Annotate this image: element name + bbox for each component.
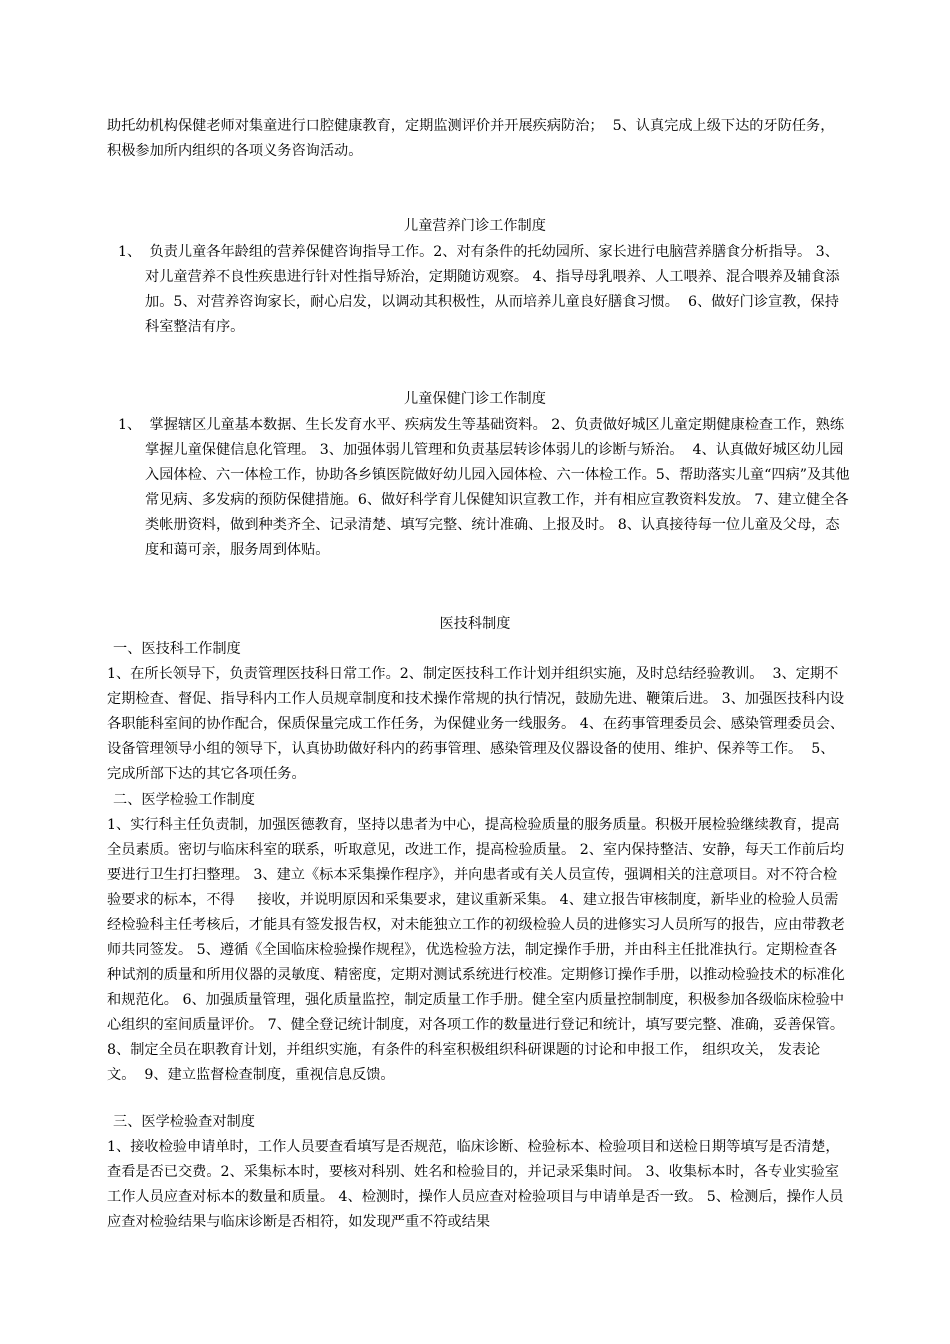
- lab-section-heading: 二、医学检验工作制度: [113, 792, 255, 808]
- nutrition-clinic-item: [118, 240, 853, 340]
- list-number: 1、: [118, 417, 142, 433]
- intro-paragraph: 助托幼机构保健老师对集童进行口腔健康教育，定期监测评价并开展疾病防治； 5、认真完成上级下达的牙防任务，积极参加所内组织的各项义务咨询活动。: [107, 118, 835, 159]
- healthcare-clinic-text: 掌握辖区儿童基本数据、生长发育水平、疾病发生等基础资料。 2、负责做好城区儿童定期健康检查工作，熟练掌握儿童保健信息化管理。 3、加强体弱儿管理和负责基层转诊体弱儿的诊断与矫治。 4、认真做好城区幼儿园入园体检、六一体检工作，协助各乡镇医院做好幼儿园入园体检、六一体检工作。5、帮助落实儿童“四病”及其他常见病、多发病的预防保健措施。6、做好科学育儿保健知识宣教工作，并有相应宣教资料发放。 7、建立健全各类帐册资料，做到种类齐全、记录清楚、填写完整、统计准确、上报及时。 8、认真接待每一位儿童及父母，态度和蔼可亲，服务周到体贴。: [145, 417, 850, 558]
- lab-section-text: 1、实行科主任负责制，加强医德教育，坚持以患者为中心，提高检验质量的服务质量。积极开展检验继续教育，提高全员素质。密切与临床科室的联系，听取意见，改进工作，提高检验质量。 2、室内保持整洁、安静，每天工作前后均要进行卫生打扫整理。 3、建立《标本采集操作程序》，并向患者或有关人员宣传，强调相关的注意项目。对不符合检验要求的标本，不得 接收，并说明原因和采集要求，建议重新采集。 4、建立报告审核制度，新毕业的检验人员需经检验科主任考核后，才能具有签发报告权，对未能独立工作的初级检验人员的进修实习人员所写的报告，应由带教老师共同签发。 5、遵循《全国临床检验操作规程》，优选检验方法，制定操作手册，并由科主任批准执行。定期检查各种试剂的质量和所用仪器的灵敏度、精密度，定期对测试系统进行校准。定期修订操作手册，以推动检验技术的标准化和规范化。 6、加强质量管理，强化质量监控，制定质量工作手册。健全室内质量控制制度，积极参加各级临床检验中心组织的室间质量评价。 7、健全登记统计制度，对各项工作的数量进行登记和统计，填写要完整、准确，妥善保管。 8、制定全员在职教育计划，并组织实施，有条件的科室积极组织科研课题的讨论和申报工作， 组织攻关， 发表论文。 9、建立监督检查制度，重视信息反馈。: [107, 817, 849, 1083]
- lab-check-heading: 三、医学检验查对制度: [113, 1114, 255, 1130]
- healthcare-clinic-title: 儿童保健门诊工作制度: [404, 391, 546, 407]
- list-number: 1、: [118, 244, 142, 260]
- lab-check-text: 1、接收检验申请单时，工作人员要查看填写是否规范，临床诊断、检验标本、检验项目和送检日期等填写是否清楚，查看是否已交费。2、采集标本时，要核对科别、姓名和检验目的，并记录采集时间。 3、收集标本时，各专业实验室工作人员应查对标本的数量和质量。 4、检测时，操作人员应查对检验项目与申请单是否一致。 5、检测后，操作人员应查对检验结果与临床诊断是否相符，如发现严重不符或结果: [107, 1139, 844, 1230]
- nutrition-clinic-text: 负责儿童各年龄组的营养保健咨询指导工作。2、对有条件的托幼园所、家长进行电脑营养膳食分析指导。 3、对儿童营养不良性疾患进行针对性指导矫治，定期随访观察。 4、指导母乳喂养、人工喂养、混合喂养及辅食添加。5、对营养咨询家长，耐心启发，以调动其积极性，从而培养儿童良好膳食习惯。 6、做好门诊宣教，保持科室整洁有序。: [145, 244, 840, 335]
- nutrition-clinic-title: 儿童营养门诊工作制度: [404, 218, 546, 234]
- medtech-section1-text: 1、在所长领导下，负责管理医技科日常工作。2、制定医技科工作计划并组织实施，及时总结经验教训。 3、定期不定期检查、督促、指导科内工作人员规章制度和技术操作常规的执行情况，鼓励先进、鞭策后进。 3、加强医技科内设各职能科室间的协作配合，保质保量完成工作任务，为保健业务一线服务。 4、在药事管理委员会、感染管理委员会、设备管理领导小组的领导下，认真协助做好科内的药事管理、感染管理及仪器设备的使用、维护、保养等工作。 5、完成所部下达的其它各项任务。: [107, 666, 845, 782]
- medtech-section1-heading: 一、医技科工作制度: [113, 641, 241, 657]
- healthcare-clinic-item: [118, 413, 853, 563]
- medtech-title: 医技科制度: [439, 616, 511, 632]
